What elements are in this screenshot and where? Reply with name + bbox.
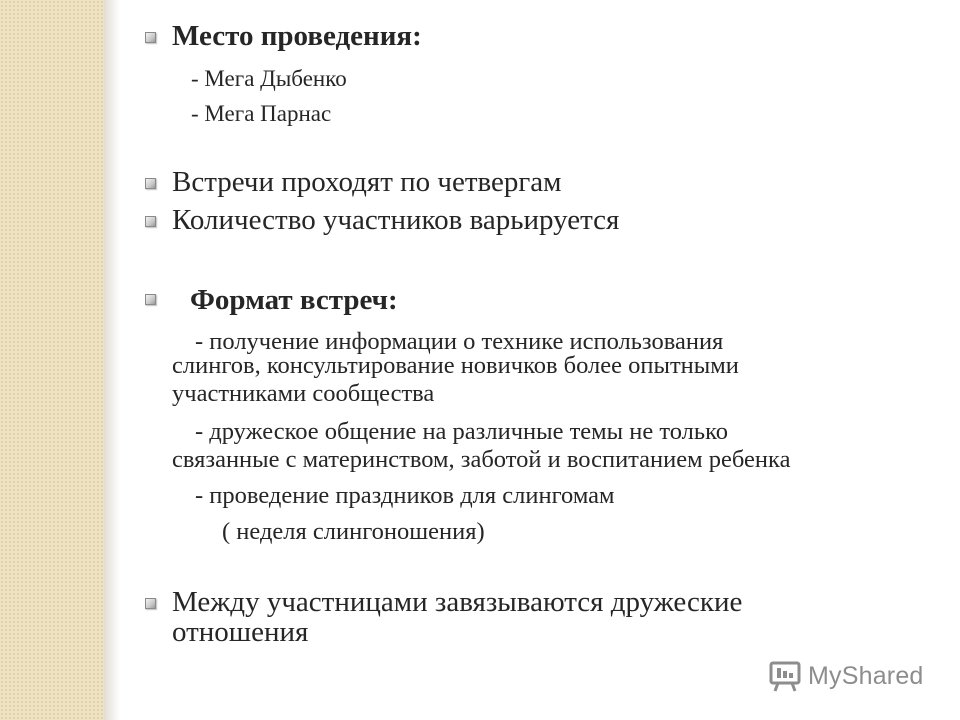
venue-heading: Место проведения:: [172, 20, 422, 52]
bullet-square-icon: [145, 294, 156, 305]
presentation-icon: [768, 659, 802, 693]
venue-item-dybenko: - Мега Дыбенко: [191, 66, 347, 91]
format-item-2-line-2: связанные с материнством, заботой и воспитанием ребенка: [172, 446, 791, 473]
format-item-1-line-3: участниками сообщества: [172, 380, 435, 407]
participants-text: Количество участников варьируется: [172, 204, 620, 236]
format-item-3-line-2: ( неделя слингоношения): [222, 518, 485, 545]
bullet-square-icon: [145, 598, 156, 609]
watermark-text: MyShared: [808, 661, 924, 690]
side-band-shadow: [104, 0, 120, 720]
venue-item-parnas: - Мега Парнас: [191, 101, 332, 126]
format-item-1-line-1: - получение информации о технике использования: [195, 328, 724, 355]
friendship-line-2: отношения: [172, 616, 309, 648]
meetings-text: Встречи проходят по четвергам: [172, 166, 562, 198]
format-heading: Формат встреч:: [190, 284, 398, 316]
format-item-3-line-1: - проведение праздников для слингомам: [195, 482, 615, 509]
format-item-2-line-1: - дружеское общение на различные темы не только: [195, 418, 728, 445]
bullet-square-icon: [145, 32, 156, 43]
myshared-watermark: [768, 656, 928, 696]
bullet-square-icon: [145, 178, 156, 189]
format-item-1-line-2: слингов, консультирование новичков более опытными: [172, 352, 739, 379]
decorative-side-band: [0, 0, 104, 720]
friendship-line-1: Между участницами завязываются дружеские: [172, 586, 743, 618]
bullet-square-icon: [145, 216, 156, 227]
